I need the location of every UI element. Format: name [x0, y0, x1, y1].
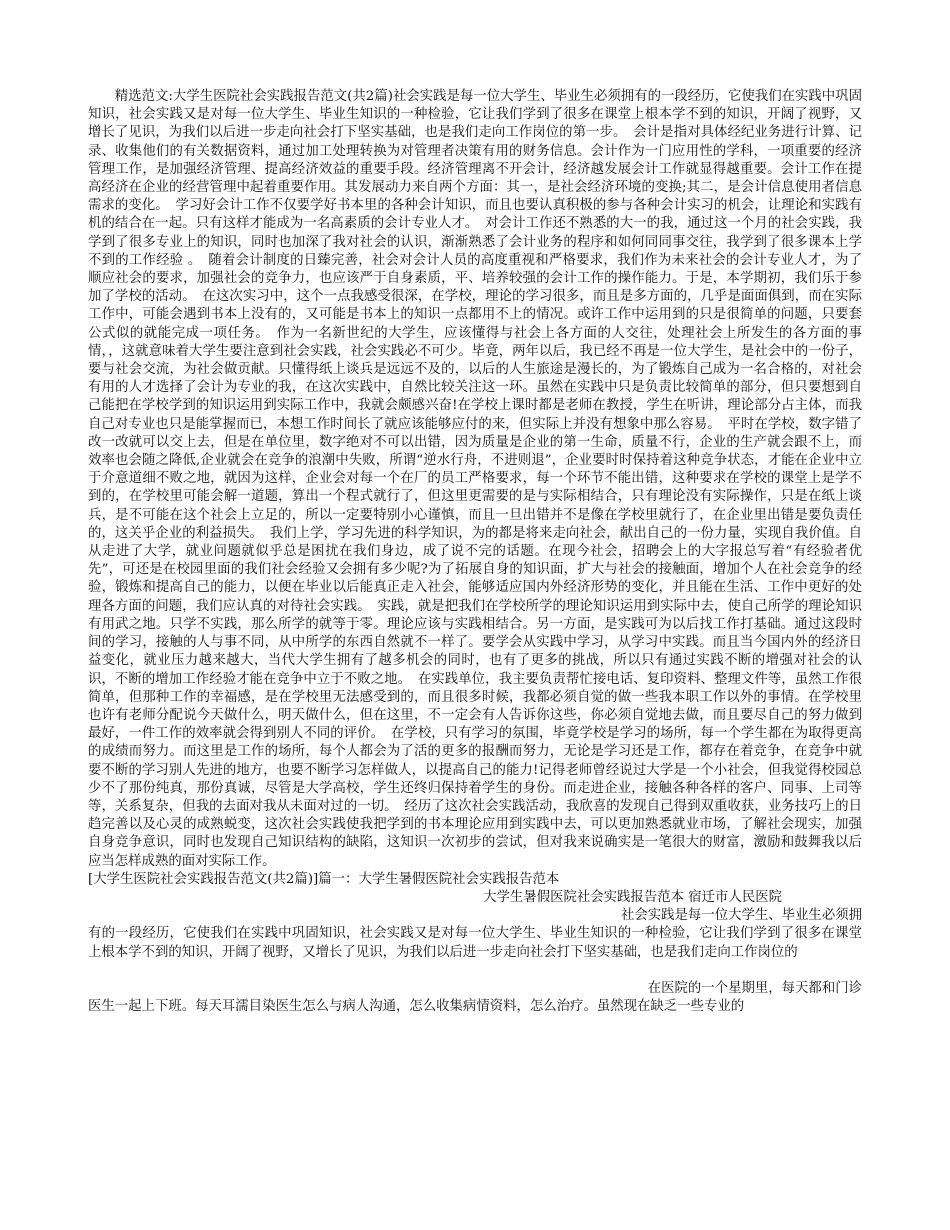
second-line: 在医院的一个星期里，每天都和门诊: [647, 980, 862, 996]
sub-heading: 大学生暑假医院社会实践报告范本 宿迁市人民医院: [483, 889, 782, 905]
intro-paragraph: 有的一段经历，它使我们在实践中巩固知识，社会实践又是对每一位大学生、毕业生知识的一种检验，它让我们学到了很多在课堂上根本学不到的知识，开阔了视野，又增长了见识，为我们以后进一步走向社会打下坚实基础，也是我们走向工作岗位的: [88, 926, 862, 960]
spacer: [88, 962, 862, 980]
intro-line: 社会实践是每一位大学生、毕业生必须拥: [620, 908, 862, 924]
document-page: [88, 88, 862, 1016]
second-paragraph: 医生一起上下班。每天耳濡目染医生怎么与病人沟通，怎么收集病情资料，怎么治疗。虽然现在缺乏一些专业的: [88, 999, 745, 1015]
sub-title: [大学生医院社会实践报告范文(共2篇)]篇一：大学生暑假医院社会实践报告范本: [88, 871, 560, 887]
main-paragraph: 精选范文:大学生医院社会实践报告范文(共2篇)社会实践是每一位大学生、毕业生必须拥有的一段经历，它使我们在实践中巩固知识，社会实践又是对每一位大学生、毕业生知识的一种检验，它让我们学到了很多在课堂上根本学不到的知识，开阔了视野，又增长了见识，为我们以后进一步走向社会打下坚实基础，也是我们走向工作岗位的第一步。 会计是指对具体经纪业务进行计算、记录、收集他们的有关数据资料，通过加工处理转换为对管理者决策有用的财务信息。会计作为一门应用性的学科，一项重要的经济管理工作，是加强经济管理、提高经济效益的重要手段。经济管理离不开会计，经济越发展会计工作就显得越重要。会计工作在提高经济在企业的经营管理中起着重要作用。其发展动力来自两个方面：其一，是社会经济环境的变换;其二，是会计信息使用者信息需求的变化。 学习好会计工作不仅要学好书本里的各种会计知识，而且也要认真积极的参与各种会计实习的机会，让理论和实践有机的结合在一起。只有这样才能成为一名高素质的会计专业人才。 对会计工作还不熟悉的大一的我，通过这一个月的社会实践，我学到了很多专业上的知识，同时也加深了我对社会的认识，渐渐熟悉了会计业务的程序和如何同同事交往，我学到了很多课本上学不到的工作经验 。 随着会计制度的日臻完善，社会对会计人员的高度重视和严格要求，我们作为未来社会的会计专业人才，为了顺应社会的要求，加强社会的竞争力，也应该严于自身素质，平、培养较强的会计工作的操作能力。于是，本学期初，我们乐于参加了学校的活动。 在这次实习中，这个一点我感受很深，在学校，理论的学习很多，而且是多方面的，几乎是面面俱到，而在实际工作中，可能会遇到书本上没有的，又可能是书本上的知识一点都用不上的情况。或许工作中运用到的只是很简单的问题，只要套公式似的就能完成一项任务。 作为一名新世纪的大学生，应该懂得与社会上各方面的人交往，处理社会上所发生的各方面的事情，，这就意味着大学生要注意到社会实践，社会实践必不可少。毕竟，两年以后，我已经不再是一位大学生，是社会中的一份子，要与社会交流，为社会做贡献。只懂得纸上谈兵是远远不及的，以后的人生旅途是漫长的，为了锻炼自己成为一名合格的，对社会有用的人才选择了会计为专业的我，在这次实践中，自然比较关注这一环。虽然在实践中只是负责比较简单的部分，但只要想到自己能把在学校学到的知识运用到实际工作中，我就会颇感兴奋!在学校上课时都是老师在教授，学生在听讲，理论部分占主体，而我自己对专业也只是能掌握而已，本想工作时间长了就应该能够应付的来，但实际上并没有想象中那么容易。 平时在学校，数字错了改一改就可以交上去，但是在单位里，数字绝对不可以出错，因为质量是企业的第一生命，质量不行，企业的生产就会跟不上，而效率也会随之降低,企业就会在竞争的浪潮中失败，所谓“逆水行舟，不进则退”，企业要时时保持着这种竞争状态，才能在企业中立于介意道细不败之地，就因为这样，企业会对每一个在厂的员工严格要求，每一个环节不能出错，这种要求在学校的课堂上是学不到的，在学校里可能会解一道题，算出一个程式就行了，但这里更需要的是与实际相结合，只有理论没有实际操作，只是在纸上谈兵，是不可能在这个社会上立足的，所以一定要特别小心谨慎，而且一旦出错并不是像在学校里就行了，在企业里出错是要负责任的，这关乎企业的利益损失。 我们上学，学习先进的科学知识，为的都是将来走向社会，献出自己的一份力量，实现自我价值。自从走进了大学，就业问题就似乎总是困扰在我们身边，成了说不完的话题。在现今社会，招聘会上的大字报总写着“有经验者优先”，可还是在校园里面的我们社会经验又会拥有多少呢?为了拓展自身的知识面，扩大与社会的接触面，增加个人在社会竞争的经验，锻炼和提高自己的能力，以便在毕业以后能真正走入社会，能够适应国内外经济形势的变化，并且能在生活、工作中更好的处理各方面的问题，我们应认真的对待社会实践。 实践，就是把我们在学校所学的理论知识运用到实际中去，使自己所学的理论知识有用武之地。只学不实践，那么所学的就等于零。理论应该与实践相结合。另一方面，是实践可为以后找工作打基础。通过这段时间的学习，接触的人与事不同，从中所学的东西自然就不一样了。要学会从实践中学习，从学习中实践。而且当今国内外的经济日益变化，就业压力越来越大，当代大学生拥有了越多机会的同时，也有了更多的挑战，所以只有通过实践不断的增强对社会的认识，不断的增加工作经验才能在竞争中立于不败之地。 在实践单位，我主要负责帮忙接电话、复印资料、整理文件等，虽然工作很简单，但那种工作的幸福感，是在学校里无法感受到的，而且很多时候，我都必须自觉的做一些我本职工作以外的事情。在学校里也许有老师分配说今天做什么，明天做什么，但在这里，不一定会有人告诉你这些，你必须自觉地去做，而且要尽自己的努力做到最好，一件工作的效率就会得到别人不同的评价。 在学校，只有学习的氛围，毕竟学校是学习的场所，每一个学生都在为取得更高的成绩而努力。而这里是工作的场所，每个人都会为了活的更多的报酬而努力，无论是学习还是工作，都存在着竞争，在竞争中就要不断的学习别人先进的地方，也要不断学习怎样做人，以提高自己的能力!记得老师曾经说过大学是一个小社会，但我觉得校园总少不了那份纯真，那份真诚，尽管是大学高校，学生还终归保持着学生的身份。而走进企业，接触各种各样的客户、同事、上司等等，关系复杂，但我的去面对我从未面对过的一切。 经历了这次社会实践活动，我欣喜的发现自己得到双重收获，业务技巧上的日趋完善以及心灵的成熟蜕变，这次社会实践使我把学到的书本理论应用到实践中去，可以更加熟悉就业市场，了解社会现实，加强自身竞争意识，同时也发现自己知识结构的缺陷，这知识一次初步的尝试，但对我来说确实是一笔很大的财富，激励和鼓舞我以后应当怎样成熟的面对实际工作。: [88, 89, 862, 869]
